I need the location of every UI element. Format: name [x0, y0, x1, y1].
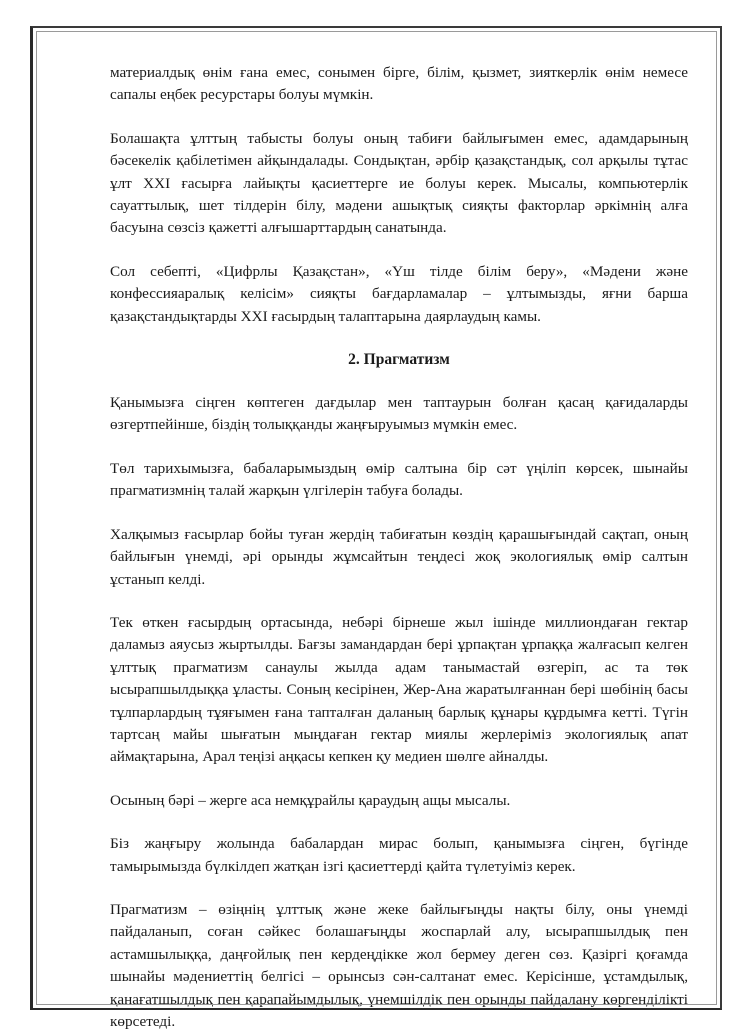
paragraph-5: Төл тарихымызға, бабаларымыздың өмір салтына бір сәт үңіліп көрсек, шынайы прагматизмнің талай жарқын үлгілерін табуға болады. [110, 459, 688, 500]
page-frame [30, 26, 722, 1030]
paragraph-9: Біз жаңғыру жолында бабалардан мирас болып, қанымызға сіңген, бүгінде тамырымызда бүлкілдеп жатқан ізгі қасиеттерді қайта түлетуіміз керек. [110, 835, 688, 875]
paragraph-3: Сол себепті, «Цифрлы Қазақстан», «Үш тілде білім беру», «Мәдени және конфессияаралық келісім» сияқты бағдарламалар – ұлтымызды, яғни барша қазақстандықтарды XXI ғасырдың талаптарына даярлаудың камы. [110, 262, 688, 325]
paragraph-10: Прагматизм – өзіңнің ұлттық және жеке байлығыңды нақты білу, оны үнемді пайдаланып, соған сәйкес болашағыңды жоспарлай алу, ысырапшылдық пен астамшылыққа, даңғойлық пен кердеңдікке жол бермеу деген сөз. Қазіргі қоғамда шынайы мәдениеттің белгісі – орынсыз сән-салтанат емес. Керісінше, ұстамдылық, қанағатшылдық пен қарапайымдылық, үнемшілдік пен орынды пайдалану көргенділікті көрсетеді. [110, 900, 688, 1030]
paragraph-1: материалдық өнім ғана емес, сонымен бірге, білім, қызмет, зияткерлік өнім немесе сапалы еңбек ресурстары болуы мүмкін. [110, 64, 688, 104]
paragraph-7: Тек өткен ғасырдың ортасында, небәрі бірнеше жыл ішінде миллиондаған гектар даламыз аяусыз жыртылды. Бағзы замандардан бері ұрпақтан ұрпаққа жалғасып келген ұлттық прагматизм санаулы жылда адам танымастай өзгеріп, ас та төк ысырапшылдыққа ұласты. Соның кесірінен, Жер-Ана жаратылғаннан бері шөбінің басы тұлпарлардың тұяғымен ғана тапталған даланың барлық құнары құрдымға кетті. Түгін тартсаң майы шығатын мыңдаған гектар миялы жерлеріміз экологиялық апат аймақтарына, Арал теңізі аңқасы кепкен қу медиен шөлге айналды. [110, 613, 688, 766]
paragraph-4: Қанымызға сіңген көптеген дағдылар мен таптаурын болған қасаң қағидаларды өзгертпейінше, біздің толыққанды жаңғыруымыз мүмкін емес. [110, 394, 688, 434]
paragraph-2: Болашақта ұлттың табысты болуы оның табиғи байлығымен емес, адамдарының бәсекелік қабілетімен айқындалады. Сондықтан, әрбір қазақстандық, сол арқылы тұтас ұлт XXI ғасырға лайықты қасиеттерге ие болуы керек. Мысалы, компьютерлік сауаттылық, шет тілдерін білу, мәдени ашықтық сияқты факторлар әркімнің алға басуына сөзсіз қажетті алғышарттардың санатында. [110, 129, 688, 237]
paragraph-8: Осының бәрі – жерге аса немқұрайлы қараудың ащы мысалы. [110, 791, 511, 809]
section-heading: 2. Прагматизм [348, 351, 450, 369]
paragraph-6: Халқымыз ғасырлар бойы туған жердің табиғатын көздің қарашығындай сақтап, оның байлығын үнемді, әрі орынды жұмсайтын теңдесі жоқ экологиялық өмір салтын ұстанып келді. [110, 525, 688, 588]
